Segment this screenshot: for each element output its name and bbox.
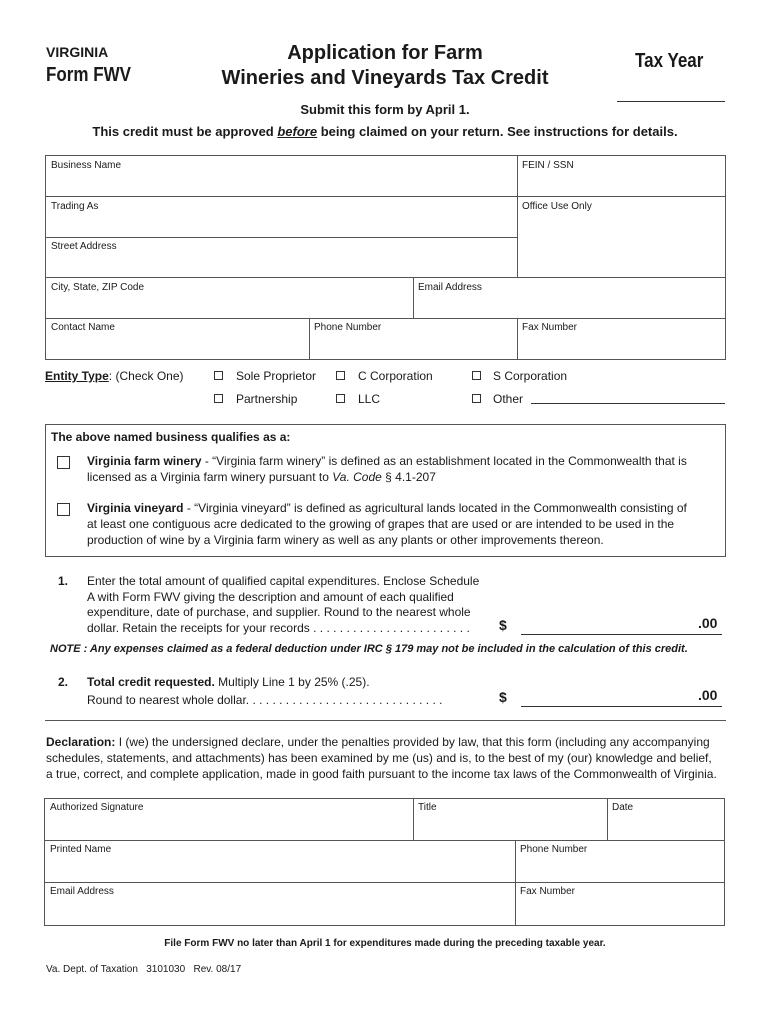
dept-footer: Va. Dept. of Taxation 3101030 Rev. 08/17 (46, 964, 242, 975)
llc-checkbox[interactable] (336, 394, 345, 403)
trading-as-field[interactable]: Trading As (51, 201, 99, 212)
business-info-grid (45, 155, 726, 360)
signer-phone-field[interactable]: Phone Number (520, 844, 588, 855)
signer-fax-field[interactable]: Fax Number (520, 886, 576, 897)
fax-field[interactable]: Fax Number (522, 322, 578, 333)
date-field[interactable]: Date (612, 802, 634, 813)
street-address-field[interactable]: Street Address (51, 241, 117, 252)
line2-cents: .00 (698, 687, 718, 703)
signer-email-field[interactable]: Email Address (50, 886, 114, 897)
other-checkbox[interactable] (472, 394, 481, 403)
divider (44, 840, 725, 841)
office-use-label: Office Use Only (522, 201, 592, 212)
line1-text: A with Form FWV giving the description and amount of each qualified (87, 590, 454, 604)
sole-proprietor-checkbox[interactable] (214, 371, 223, 380)
divider (44, 882, 725, 883)
city-state-zip-field[interactable]: City, State, ZIP Code (51, 282, 145, 293)
other-label: Other (493, 392, 524, 406)
vineyard-checkbox[interactable] (57, 503, 70, 516)
declaration-text: schedules, statements, and attachments) has been examined by me (us) and is, to the best of my (our) knowledge and belief, (46, 751, 712, 765)
divider (45, 318, 726, 319)
line2-text: Total credit requested. Multiply Line 1 by 25% (.25). (87, 675, 370, 689)
business-name-field[interactable]: Business Name (51, 160, 122, 171)
line1-amount-field[interactable] (521, 634, 722, 635)
form-title-line2: Wineries and Vineyards Tax Credit (221, 67, 549, 89)
line2-dollar-sign: $ (499, 689, 507, 705)
title-field[interactable]: Title (418, 802, 437, 813)
declaration-text: Declaration: I (we) the undersigned declare, under the penalties provided by law, that this form (including any accompanying (46, 735, 710, 749)
divider (517, 155, 518, 278)
partnership-checkbox[interactable] (214, 394, 223, 403)
sole-proprietor-label: Sole Proprietor (236, 369, 317, 383)
line1-text: dollar. Retain the receipts for your records . . . . . . . . . . . . . . . . . . . . . . . . (87, 621, 470, 635)
vineyard-definition: Virginia vineyard - “Virginia vineyard” is defined as agricultural lands located in the Commonwealth consisting of (87, 501, 687, 515)
form-title-line1: Application for Farm (287, 42, 483, 64)
phone-field[interactable]: Phone Number (314, 322, 382, 333)
signature-grid (44, 798, 725, 926)
farm-winery-checkbox[interactable] (57, 456, 70, 469)
email-field[interactable]: Email Address (418, 282, 482, 293)
divider (517, 318, 518, 360)
approval-emphasis: before (277, 124, 318, 139)
divider (413, 798, 414, 840)
s-corporation-label: S Corporation (493, 369, 568, 383)
vineyard-definition-cont: production of wine by a Virginia farm winery as well as any plants or other improvements thereon. (87, 533, 604, 547)
declaration-text: a true, correct, and complete application, made in good faith pursuant to the income tax laws of the Commonwealth of Virginia. (46, 767, 717, 781)
divider (413, 277, 414, 318)
approval-notice: This credit must be approved before being claimed on your return. See instructions for details. (92, 124, 678, 139)
section-divider (45, 720, 726, 721)
state-name: VIRGINIA (46, 44, 109, 60)
tax-year-label: Tax Year (635, 50, 704, 72)
printed-name-field[interactable]: Printed Name (50, 844, 112, 855)
fein-field[interactable]: FEIN / SSN (522, 160, 574, 171)
other-specify-field[interactable] (531, 403, 725, 404)
farm-winery-definition: Virginia farm winery - “Virginia farm winery” is defined as an establishment located in the Commonwealth that is (87, 454, 687, 468)
line1-cents: .00 (698, 615, 718, 631)
line1-text: expenditure, date of purchase, and supplier. Round to the nearest whole (87, 605, 471, 619)
file-notice: File Form FWV no later than April 1 for expenditures made during the preceding taxable year. (164, 938, 606, 949)
vineyard-definition-cont: at least one contiguous acre dedicated to the growing of grapes that are used or are intended to be used in the (87, 517, 675, 531)
farm-winery-definition-cont: licensed as a Virginia farm winery pursuant to Va. Code § 4.1-207 (87, 470, 436, 484)
divider (45, 196, 726, 197)
note-text: NOTE : Any expenses claimed as a federal deduction under IRC § 179 may not be included in the calculation of this credit. (50, 643, 688, 655)
s-corporation-checkbox[interactable] (472, 371, 481, 380)
qualifies-heading: The above named business qualifies as a: (51, 430, 291, 444)
line1-text: Enter the total amount of qualified capital expenditures. Enclose Schedule (87, 574, 480, 588)
divider (309, 318, 310, 360)
divider (607, 798, 608, 840)
partnership-label: Partnership (236, 392, 298, 406)
c-corporation-checkbox[interactable] (336, 371, 345, 380)
llc-label: LLC (358, 392, 381, 406)
contact-name-field[interactable]: Contact Name (51, 322, 115, 333)
divider (45, 237, 518, 238)
line1-number: 1. (58, 574, 69, 588)
divider (45, 277, 726, 278)
line1-dollar-sign: $ (499, 617, 507, 633)
authorized-signature-field[interactable]: Authorized Signature (50, 802, 144, 813)
line2-amount-field[interactable] (521, 706, 722, 707)
divider (515, 840, 516, 926)
c-corporation-label: C Corporation (358, 369, 433, 383)
line2-number: 2. (58, 675, 69, 689)
submit-notice: Submit this form by April 1. (300, 102, 470, 117)
entity-type-label: Entity Type: (Check One) (45, 369, 184, 383)
line2-text: Round to nearest whole dollar. . . . . . . . . . . . . . . . . . . . . . . . . . . . . . (87, 693, 443, 707)
form-id: Form FWV (46, 64, 131, 86)
